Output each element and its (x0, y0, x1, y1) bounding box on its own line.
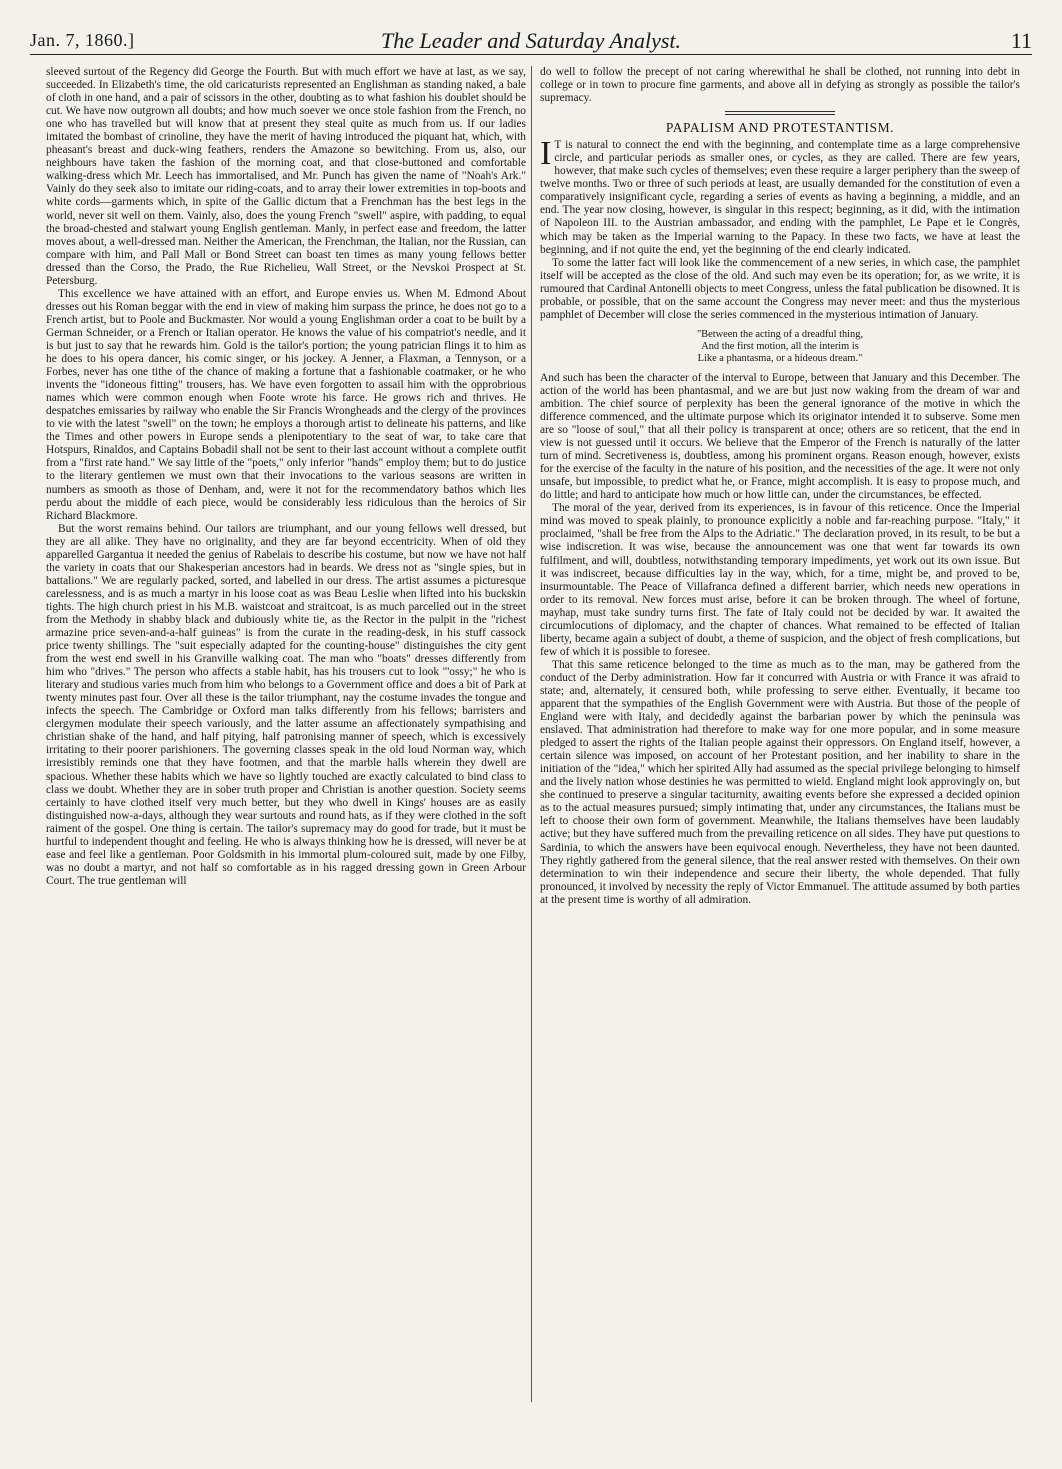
page-number: 11 (1010, 28, 1032, 53)
article-paragraph: sleeved surtout of the Regency did George the Fourth. But with much effort we have at last, as we say, succeeded. In Elizabeth's time, the old caricaturists represented an Englishman as standing naked, a bale of cloth in one hand, and a pair of scissors in the other, doubting as to what fashion his doublet should be cut. We have now outgrown all doubts; and how much soever we once stole fashion from the French, no one who has travelled but will know that at present they steal quite as much from us. If our ladies imitated the bombast of crinoline, they have the merit of having introduced the piquant hat, which, with pheasant's breast and duck-wing feathers, renders the Amazone so bewitching. From us, also, our neighbours have taken the fashion of the morning coat, and that close-buttoned and comfortable walking-dress which Mr. Leech has immortalised, and Mr. Punch has given the name of "Noah's Ark." Vainly do they seek also to imitate our riding-coats, and to array their lower extremities in top-boots and white cords—garments which, in spite of the Gallic dictum that a Frenchman has the best legs in the world, never sit well on them. Vainly, also, does the young French "swell" aspire, with padding, to equal the broad-chested and stalwart young English gentleman. Manly, in perfect ease and freedom, the latter moves about, a well-dressed man. Neither the American, the Frenchman, the Italian, nor the Russian, can compare with him, and Pall Mall or Bond Street can boast ten times as many young fellows better dressed than the Corso, the Prado, the Rue Richelieu, Wall Street, or the Nevskoi Prospect at St. Petersburg. (46, 66, 526, 287)
quote-line: "Between the acting of a dreadful thing, (696, 328, 864, 340)
article-paragraph: This excellence we have attained with an effort, and Europe envies us. When M. Edmond About dresses out his Roman beggar with the end in view of making him surpass the prince, he does not go to a French artist, but to Poole and Buckmaster. Nor would a young Englishman order a coat to be built by a German Schneider, or a French or Italian operator. He knows the value of his compatriot's needle, and it is but just to say that he rewards him. Gold is the tailor's portion; the young patrician flings it to him as he does to his opera dancer, his comic singer, or his jockey. A Jenner, a Flaxman, a Tennyson, or a Forbes, never has one tithe of the chance of making a fortune that a fashionable coatmaker, or he who invents the "idoneous fitting" trousers, has. We have even forgotten to assail him with the opprobrious names which were common enough when Foote wrote his farce. He grows rich and thrives. He despatches emissaries by railway who enable the Sir Francis Wrongheads and the clergy of the provinces to vie with the latest "swell" on the town; he employs a thorough artist to delineate his patterns, and like the Times and other powers in Europe sends a plenipotentiary to the seat of war, to take care that Hotspurs, Rinaldos, and Captains Bobadil shall not be sent to their last account without a complete outfit from a "first rate hand." We say little of the "poets," only inferior "hands" employ them; but to do justice to the literary gentlemen we must own that their invocations to the various seasons are written in numbers as smooth as those of Denham, and, were it not for the recommendatory bathos which lies perdu about the middle of each piece, would be considerably less ridiculous than the heroics of Sir Richard Blackmore. (46, 287, 526, 522)
quote-line: Like a phantasma, or a hideous dream." (697, 352, 863, 364)
article-paragraph: To some the latter fact will look like the commencement of a new series, in which case, the pamphlet itself will be accepted as the close of the old. And such may even be its operation; for, as we write, it is rumoured that Cardinal Antonelli objects to meet Congress, unless the fatal publication be disowned. It is probable, or possible, that on the same account the Congress may never meet: and thus the mysterious pamphlet of December will close the series commenced in the mysterious intimation of January. (540, 256, 1020, 321)
first-paragraph-text: T is natural to connect the end with the beginning, and contemplate time as a large comprehensive circle, and particular periods as smaller ones, or cycles, as they are called. There are few years, however, that make such cycles of themselves; even these require a larger periphery than the sweep of twelve months. Two or three of such periods at least, are usually demanded for the constitution of even a comparatively insignificant cycle, regarding a series of events as having a beginning, a middle, and an end. The year now closing, however, is singular in this respect; beginning, as it did, with the intimation of Napoleon III. to the Austrian ambassador, and ending with the pamphlet, Le Pape et le Congrès, which may be taken as the Imperial warning to the Papacy. In these two facts, we have at least the beginning, and if not quite the end, yet the beginning of the end clearly indicated. (540, 139, 1020, 256)
verse-quotation (540, 329, 1020, 365)
quote-line: And the first motion, all the interim is (701, 340, 859, 352)
article-paragraph (540, 135, 1020, 256)
article-paragraph: That this same reticence belonged to the time as much as to the man, may be gathered from the conduct of the Derby administration. How far it concurred with Austria or with France it was afraid to state; and, alternately, it censured both, while professing to serve either. Eventually, it became too apparent that the sympathies of the English Government were with Austria. But those of the people of England were with Italy, and decidedly against the barbarian power by which the peninsula was enslaved. That administration had therefore to make way for one more popular, and in some measure pledged to assert the rights of the Italian people against their oppressors. On England itself, however, a certain silence was imposed, on account of her Protestant position, and her inability to share in the initiation of the "idea," which her spirited Ally had assumed as the special privilege belonging to himself and the lively nation whose destinies he was permitted to wield. England might look approvingly on, but she continued to preserve a singular taciturnity, awaiting events before she expressed a decided opinion as to the actual measures pursued; simply intimating that, under any circumstances, the Italians must be left to choose their own form of government. Meanwhile, the Italians themselves have been laudably active; but they have suffered much from the prevailing reticence on all sides. They have put questions to Sardinia, to which the answers have been equivocal enough. Nevertheless, they have not been daunted. They rightly gathered from the general silence, that the real answer rested with themselves. On their own determination to win their independence and secure their liberty, the whole depended. That fully pronounced, it involved by necessity the reply of Victor Emmanuel. The attitude assumed by both parties at the present time is worthy of all admiration. (540, 658, 1020, 906)
article-separator-rule (725, 111, 835, 115)
drop-cap: I (540, 135, 552, 173)
article-paragraph: But the worst remains behind. Our tailors are triumphant, and our young fellows well dressed, but they are all alike. They have no originality, and they are far beyond eccentricity. When of old they apparelled Gargantua it needed the genius of Rabelais to describe his costume, but now we have not half the variety in coats that our Shakesperian ancestors had in beards. We dress not as "single spies, but in battalions." We are regularly packed, sorted, and labelled in our dress. The artist assumes a picturesque carelessness, and is as much a martyr in his loose coat as was Beau Leslie when lifted into his buckskin tights. The high church priest in his M.B. waistcoat and straitcoat, is as much parcelled out in the street from the Methody in shabby black and dubiously white tie, as the Rector in the pulpit in the "richest armazine price seven-and-a-half guineas" is from the curate in the reading-desk, in his stuff cassock price twenty shillings. The "suit especially adapted for the counting-house" distinguishes the city gent from the west end swell in his Granville walking coat. The man who "boats" dresses differently from him who "drives." The person who affects a stable habit, has his trousers cut to look "'ossy;" he who is literary and studious varies much from him who belongs to a Government office and does a bit of Park at twenty minutes past four. Over all these is the tailor triumphant, nay the costume invades the tongue and infects the speech. The Cambridge or Oxford man talks differently from his fellows; barristers and clergymen modulate their speech variously, and the latter assume an affectionately sympathising and christian shake of the hand, and half pitying, half patronising manner of speech, which is excessively irritating to their poorer parishioners. The governing classes speak in the old loud Norman way, which irresistibly reminds one that they have footmen, and that the marble halls wherein they dwell are spacious. Whether these habits which we have so lightly touched are exactly calculated to bind class to class we doubt. Whether they are in sober truth proper and Christian is another question. Society seems certainly to have clothed itself very much better, but they who dwell in Kings' houses are as easily distinguished now-a-days, although they wear surtouts and round hats, as if they were clothed in the soft raiment of the gospel. One thing is certain. The tailor's supremacy may do good for trade, but it must be hurtful to independent thought and feeling. He who is always thinking how he is dressed, will never be at ease and feel like a gentleman. Poor Goldsmith in his immortal plum-coloured suit, made by one Filby, was no doubt a martyr, and not half so comfortable as in his ragged dressing gown in Green Arbour Court. The true gentleman will (46, 522, 526, 887)
column-divider (531, 66, 532, 1402)
article-continuation: do well to follow the precept of not caring wherewithal he shall be clothed, not running into debt in college or in town to procure fine garments, and above all in defying as strongly as possible the tailor's supremacy. (540, 66, 1020, 105)
issue-date: Jan. 7, 1860.] (30, 30, 135, 50)
publication-title: The Leader and Saturday Analyst. (380, 28, 682, 53)
right-column (540, 66, 1020, 1452)
article-paragraph: And such has been the character of the interval to Europe, between that January and this December. The action of the world has been phantasmal, and we are but just now waking from the dream of war and ambition. The chief source of perplexity has been the general ignorance of the motive in which the difference commenced, and the ultimate purpose which its originator intended it to subserve. Some men are so "loose of soul," that all their policy is transparent at once; others are so reticent, that the end in view is not guessed until it occurs. We believe that the Emperor of the French is naturally of the latter turn of mind. Secretiveness is, doubtless, among his prominent organs. Reason enough, however, exists for the exercise of the faculty in the nature of his position, and the necessities of the age. It were not only unsafe, but impossible, to predict what he, or France, might accomplish. It is easy to propose much, and do little; and hard to anticipate how much or how little can, under the circumstances, be effected. (540, 371, 1020, 502)
article-paragraph: The moral of the year, derived from its experiences, is in favour of this reticence. Once the Imperial mind was moved to speak plainly, to pronounce explicitly a noble and far-reaching purpose. "Italy," it proclaimed, "shall be free from the Alps to the Adriatic." The declaration proved, in its result, to be but a wise indiscretion. It was wise, because the announcement was one that went far towards its own fulfilment, and will, doubtless, notwithstanding temporary impediments, yet work out its own issue. But it was indiscreet, because difficulties lay in the way, which, for a time, might be, and proved to be, insurmountable. The Peace of Villafranca defined a different barrier, which needs new operations in order to its removal. New forces must arise, before it can be broken through. The wheel of fortune, mayhap, must take sundry turns first. The fate of Italy could not be decided by war. It awaited the circumlocutions of diplomacy, and the chapter of chances. What remained to be effected of Italian liberty, became again a subject of doubt, a theme of suspicion, and the object of fresh complications, but few of which it is possible to foresee. (540, 502, 1020, 658)
left-column (46, 66, 526, 1452)
masthead (30, 28, 1032, 55)
article-title: PAPALISM AND PROTESTANTISM. (665, 120, 895, 136)
